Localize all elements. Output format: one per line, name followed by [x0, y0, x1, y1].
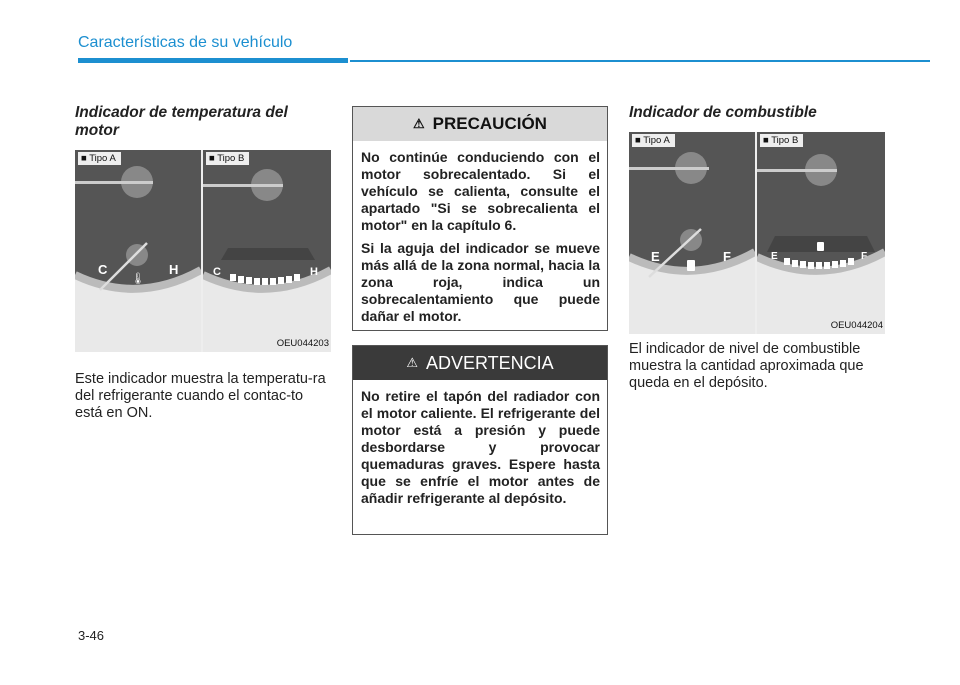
fuel-gauge-figure — [629, 132, 885, 334]
caution-box — [352, 106, 608, 331]
gauge-type-b — [757, 132, 885, 334]
temperature-description: Este indicador muestra la temperatu-ra del refrigerante cuando el contac-to está en ON. — [75, 371, 326, 421]
figure-code: OEU044204 — [830, 320, 883, 331]
fuel-pump-icon — [817, 242, 824, 251]
gauge-high-label: F — [723, 249, 731, 264]
warning-triangle-icon: ⚠ — [406, 355, 418, 370]
warning-header — [353, 346, 607, 380]
header-divider — [350, 60, 930, 62]
figure-code: OEU044203 — [276, 338, 329, 349]
temperature-heading: Indicador de temperatura del motor — [75, 104, 288, 139]
gauge-high-label: H — [310, 266, 318, 278]
coolant-icon: 🌡 — [131, 273, 145, 285]
caution-text-2: Si la aguja del indicador se mueve más allá de la zona normal, hacia la zona roja, indica un sobrecalentamiento que puede dañar el motor. — [361, 240, 600, 324]
temperature-gauge-figure — [75, 150, 331, 352]
fuel-description: El indicador de nivel de combustible muestra la cantidad aproximada que queda en el depósito. — [629, 341, 864, 391]
gauge-type-a — [75, 150, 201, 352]
gauge-high-label: F — [861, 251, 868, 262]
gauge-low-label: C — [98, 262, 108, 277]
page-number: 3-46 — [78, 628, 105, 643]
fuel-gauge-a-illustration — [629, 132, 755, 334]
caution-title: PRECAUCIÓN — [432, 114, 547, 133]
caution-text-1: No continúe conduciendo con el motor sobrecalentado. Si el vehículo se calienta, consulte el apartado "Si se sobrecalienta el motor" en la capítulo 6. — [361, 149, 600, 233]
caution-header — [353, 107, 607, 141]
gauge-type-b — [203, 150, 331, 352]
temperature-gauge-b-illustration — [203, 150, 331, 352]
fuel-pump-icon — [687, 260, 695, 271]
gauge-low-label: E — [651, 249, 660, 264]
gauge-low-label: E — [771, 251, 778, 262]
warning-triangle-icon: ⚠ — [413, 116, 425, 131]
fuel-heading: Indicador de combustible — [629, 104, 817, 121]
warning-text: No retire el tapón del radiador con el motor caliente. El refrigerante del motor está a presión y puede desbordarse y provocar quemaduras graves. Espere hasta que se enfríe el motor antes de añadir refrigerante al depósito. — [361, 388, 600, 506]
type-b-label: ■ Tipo B — [760, 134, 803, 147]
gauge-high-label: H — [169, 262, 179, 277]
warning-box — [352, 345, 608, 535]
warning-title: ADVERTENCIA — [425, 352, 554, 373]
type-a-label: ■ Tipo A — [78, 152, 121, 165]
section-title: Características de su vehículo — [78, 34, 293, 51]
fuel-gauge-b-illustration — [757, 132, 885, 334]
temperature-gauge-a-illustration — [75, 150, 201, 352]
gauge-type-a — [629, 132, 755, 334]
header-accent-bar — [78, 58, 348, 63]
type-b-label: ■ Tipo B — [206, 152, 249, 165]
gauge-low-label: C — [213, 266, 221, 278]
type-a-label: ■ Tipo A — [632, 134, 675, 147]
